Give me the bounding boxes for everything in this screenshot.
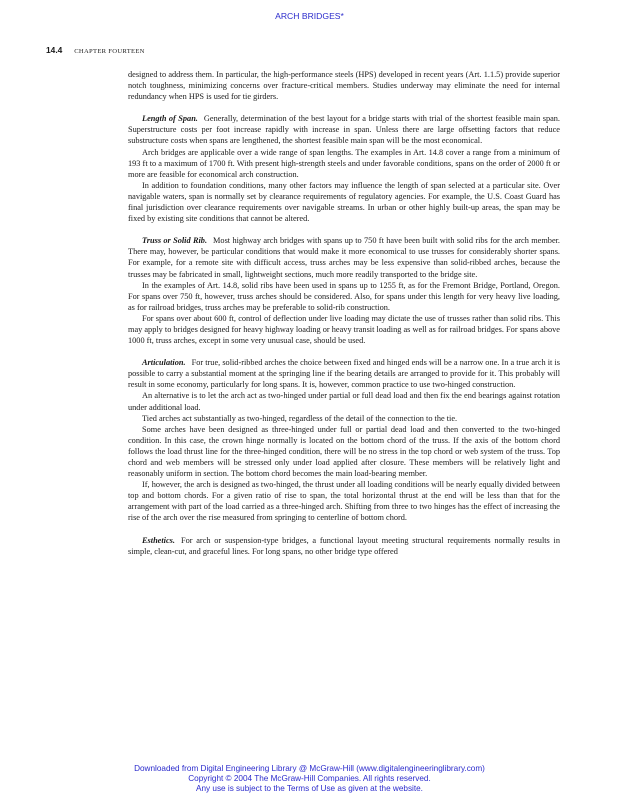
body-text xyxy=(128,69,560,557)
footer-download-link[interactable]: Downloaded from Digital Engineering Library @ McGraw-Hill (www.digitalengineeringlibrary.com) xyxy=(134,764,485,773)
paragraph-esthetics-1 xyxy=(128,535,560,557)
paragraph-truss-2: In the examples of Art. 14.8, solid ribs have been used in spans up to 1255 ft, as for the Fremont Bridge, Portland, Oregon. For spans over 750 ft, however, truss arches should be considered. Also, for spans under this length for very heavy live loading, as for railroad bridges, truss arches may be preferable to solid-rib construction. xyxy=(128,280,560,312)
paragraph-truss-3: For spans over about 600 ft, control of deflection under live loading may dictate the use of trusses rather than solid ribs. This may apply to bridges designed for heavy highway loading or heavy transit loading as well as for railroad bridges. For spans above 1000 ft, truss arches, except in some very unusual case, should be used. xyxy=(128,313,560,346)
document-banner: ARCH BRIDGES* xyxy=(275,11,344,21)
paragraph-articulation-4: Some arches have been designed as three-hinged under full or partial dead load and then converted to the two-hinged condition. In this case, the crown hinge normally is located on the bottom chord of the truss. If the axis of the bottom chord follows the load thrust line for the three-hinged condition, there will be no stress in the top chord or web system of the truss. Top chord and web members will be stressed only under load applied after closure. These members will be relatively light and reasonably uniform in section. The bottom chord becomes the main load-bearing member. xyxy=(128,424,560,479)
footer-copyright: Copyright © 2004 The McGraw-Hill Companies. All rights reserved. xyxy=(188,773,431,783)
heading-truss-or-solid-rib: Truss or Solid Rib. xyxy=(142,236,208,246)
page-number: 14.4 xyxy=(46,45,63,55)
paragraph-span-2: Arch bridges are applicable over a wide range of span lengths. The examples in Art. 14.8 cover a range from a minimum of 193 ft to a maximum of 1700 ft. With present high-strength steels and under favorable conditions, spans on the order of 2000 ft or more are feasible for economical arch construction. xyxy=(128,147,560,179)
paragraph-text: For true, solid-ribbed arches the choice between fixed and hinged ends will be a narrow one. In a true arch it is possible to carry a substantial moment at the springing line if the bearing details are arranged to provide for it. This probably will result in some economy, particularly for long spans. It is, however, common practice to use two-hinged construction. xyxy=(128,358,560,390)
paragraph-truss-1 xyxy=(128,235,560,279)
paragraph-text: For arch or suspension-type bridges, a functional layout meeting structural requirements normally results in simple, clean-cut, and graceful lines. For long spans, no other bridge type offered xyxy=(128,535,560,556)
paragraph-intro: designed to address them. In particular, the high-performance steels (HPS) developed in recent years (Art. 1.1.5) provide superior notch toughness, minimizing concerns over fracture-critical members. Studies underway may eliminate the need for internal redundancy when HPS is used for tie girders. xyxy=(128,70,560,102)
paragraph-articulation-2: An alternative is to let the arch act as two-hinged under partial or full dead load and then fix the end bearings against rotation under additional load. xyxy=(128,391,560,412)
paragraph-text: Most highway arch bridges with spans up to 750 ft have been built with solid ribs for the arch member. There may, however, be particular conditions that would make it more economical to use trusses for considerably shorter spans. For example, for a remote site with difficult access, truss arches may be less expensive than solid-ribbed arches, because the trusses may be fabricated in small, lightweight sections, much more readily transported to the bridge site. xyxy=(128,236,561,279)
paragraph-articulation-5: If, however, the arch is designed as two-hinged, the thrust under all loading conditions will be nearly equally divided between top and bottom chords. For a given ratio of rise to span, the total horizontal thrust at the end will be less than that for the arrangement with part of the load carried as a three-hinged arch. Shifting from three to two hinges has the effect of increasing the rise of the arch over the rise measured from springing to centerline of bottom chord. xyxy=(128,480,560,523)
heading-articulation: Articulation. xyxy=(142,358,186,368)
heading-esthetics: Esthetics. xyxy=(142,535,175,545)
footer-terms: Any use is subject to the Terms of Use as given at the website. xyxy=(196,783,423,793)
paragraph-text: Generally, determination of the best layout for a bridge starts with trial of the shortest feasible main span. Superstructure costs per foot increase rapidly with increase in span. Unless there are large offsetting factors that reduce substructure costs when spans are lengthened, the shortest feasible main span will be the most economical. xyxy=(128,114,561,146)
paragraph-articulation-1 xyxy=(128,357,560,390)
paragraph-articulation-3: Tied arches act substantially as two-hinged, regardless of the detail of the connection to the tie. xyxy=(142,413,458,423)
paragraph-span-1 xyxy=(128,113,560,146)
running-head xyxy=(46,45,145,55)
paragraph-span-3: In addition to foundation conditions, many other factors may influence the length of span selected at a particular site. Over navigable waters, span is normally set by clearance requirements of regulatory agencies. For example, the U.S. Coast Guard has final jurisdiction over clearance requirements over navigable streams. In urban or other highly built-up areas, the span may be fixed by existing site conditions that cannot be altered. xyxy=(128,180,560,224)
heading-length-of-span: Length of Span. xyxy=(142,114,198,124)
chapter-title: CHAPTER FOURTEEN xyxy=(74,48,145,55)
download-footer xyxy=(0,764,619,793)
